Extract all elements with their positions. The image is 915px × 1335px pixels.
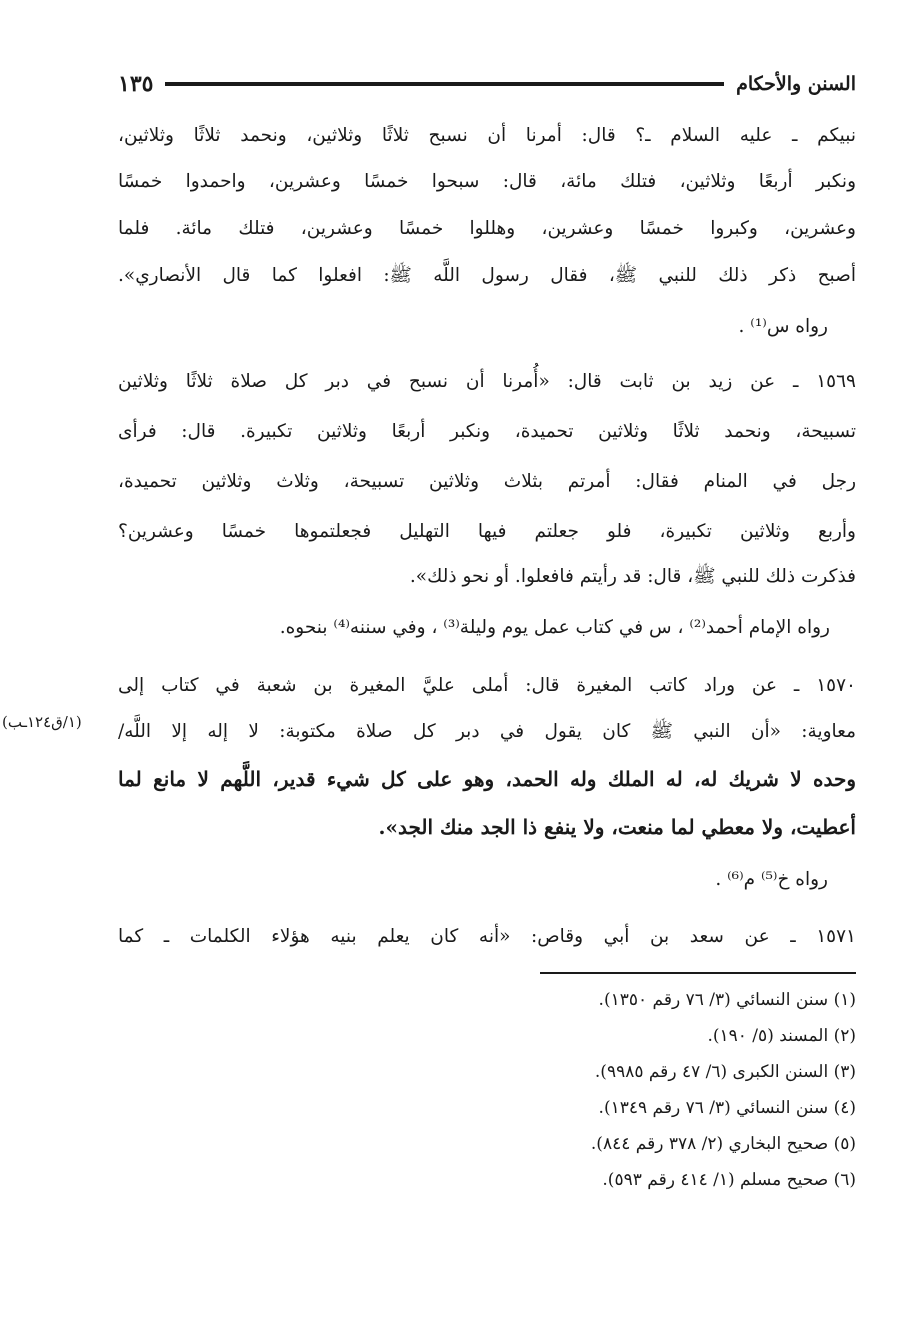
running-header (118, 66, 856, 102)
footnote-separator (540, 972, 856, 974)
text-line: ونكبر أربعًا وثلاثين، فتلك مائة، قال: سبحوا خمسًا وعشرين، واحمدوا خمسًا (118, 171, 856, 192)
text-line: معاوية: «أن النبي ﷺ كان يقول في دبر كل صلاة مكتوبة: لا إله إلا اللَّه/ (118, 721, 856, 742)
narration-line: رواه الإمام أحمد⁽²⁾ ، س في كتاب عمل يوم وليلة⁽³⁾ ، وفي سننه⁽⁴⁾ بنحوه. (279, 617, 830, 638)
footnote: (١) سنن النسائي (٣/ ٧٦ رقم ١٣٥٠). (598, 990, 856, 1010)
manuscript-folio-note: (١/ق١٢٤ـب) (2, 713, 82, 731)
text-line: تسبيحة، ونحمد ثلاثًا وثلاثين تحميدة، ونكبر أربعًا وثلاثين تكبيرة. قال: فرأى (118, 421, 856, 442)
footnote: (٤) سنن النسائي (٣/ ٧٦ رقم ١٣٤٩). (598, 1098, 856, 1118)
hadith-1569-first-line: ١٥٦٩ ـ عن زيد بن ثابت قال: «أُمرنا أن نسبح في دبر كل صلاة ثلاثًا وثلاثين (118, 371, 856, 392)
footnote: (٥) صحيح البخاري (٢/ ٣٧٨ رقم ٨٤٤). (590, 1134, 856, 1154)
hadith-1571-first-line: ١٥٧١ ـ عن سعد بن أبي وقاص: «أنه كان يعلم بنيه هؤلاء الكلمات ـ كما (118, 926, 856, 947)
narration-line: رواه س⁽¹⁾ . (738, 316, 828, 337)
text-line: أعطيت، ولا معطي لما منعت، ولا ينفع ذا الجد منك الجد». (378, 815, 856, 839)
header-rule (165, 82, 724, 86)
text-line: نبيكم ـ عليه السلام ـ؟ قال: أمرنا أن نسبح ثلاثًا وثلاثين، ونحمد ثلاثًا وثلاثين، (118, 125, 856, 146)
text-line: وأربع وثلاثين تكبيرة، فلو جعلتم فيها التهليل فجعلتموها خمسًا وعشرين؟ (118, 521, 856, 542)
text-line: وحده لا شريك له، له الملك وله الحمد، وهو على كل شيء قدير، اللَّهم لا مانع لما (118, 767, 856, 791)
footnote: (٣) السنن الكبرى (٦/ ٤٧ رقم ٩٩٨٥). (594, 1062, 856, 1082)
text-line: أصبح ذكر ذلك للنبي ﷺ، فقال رسول اللَّه ﷺ: افعلوا كما قال الأنصاري». (118, 265, 856, 286)
footnote: (٦) صحيح مسلم (١/ ٤١٤ رقم ٥٩٣). (602, 1170, 856, 1190)
text-line: وعشرين، وكبروا خمسًا وعشرين، وهللوا خمسًا وعشرين، فتلك مائة. فلما (118, 218, 856, 239)
text-line: فذكرت ذلك للنبي ﷺ، قال: قد رأيتم فافعلوا. أو نحو ذلك». (409, 566, 856, 587)
narration-line: رواه خ⁽⁵⁾ م⁽⁶⁾ . (715, 869, 828, 890)
hadith-1570-first-line: ١٥٧٠ ـ عن وراد كاتب المغيرة قال: أملى عليَّ المغيرة بن شعبة في كتاب إلى (118, 675, 856, 696)
running-title: السنن والأحكام (736, 73, 856, 95)
text-line: رجل في المنام فقال: أمرتم بثلاث وثلاثين تسبيحة، وثلاث وثلاثين تحميدة، (118, 471, 856, 492)
page-number: ١٣٥ (118, 71, 154, 97)
footnote: (٢) المسند (٥/ ١٩٠). (707, 1026, 856, 1046)
